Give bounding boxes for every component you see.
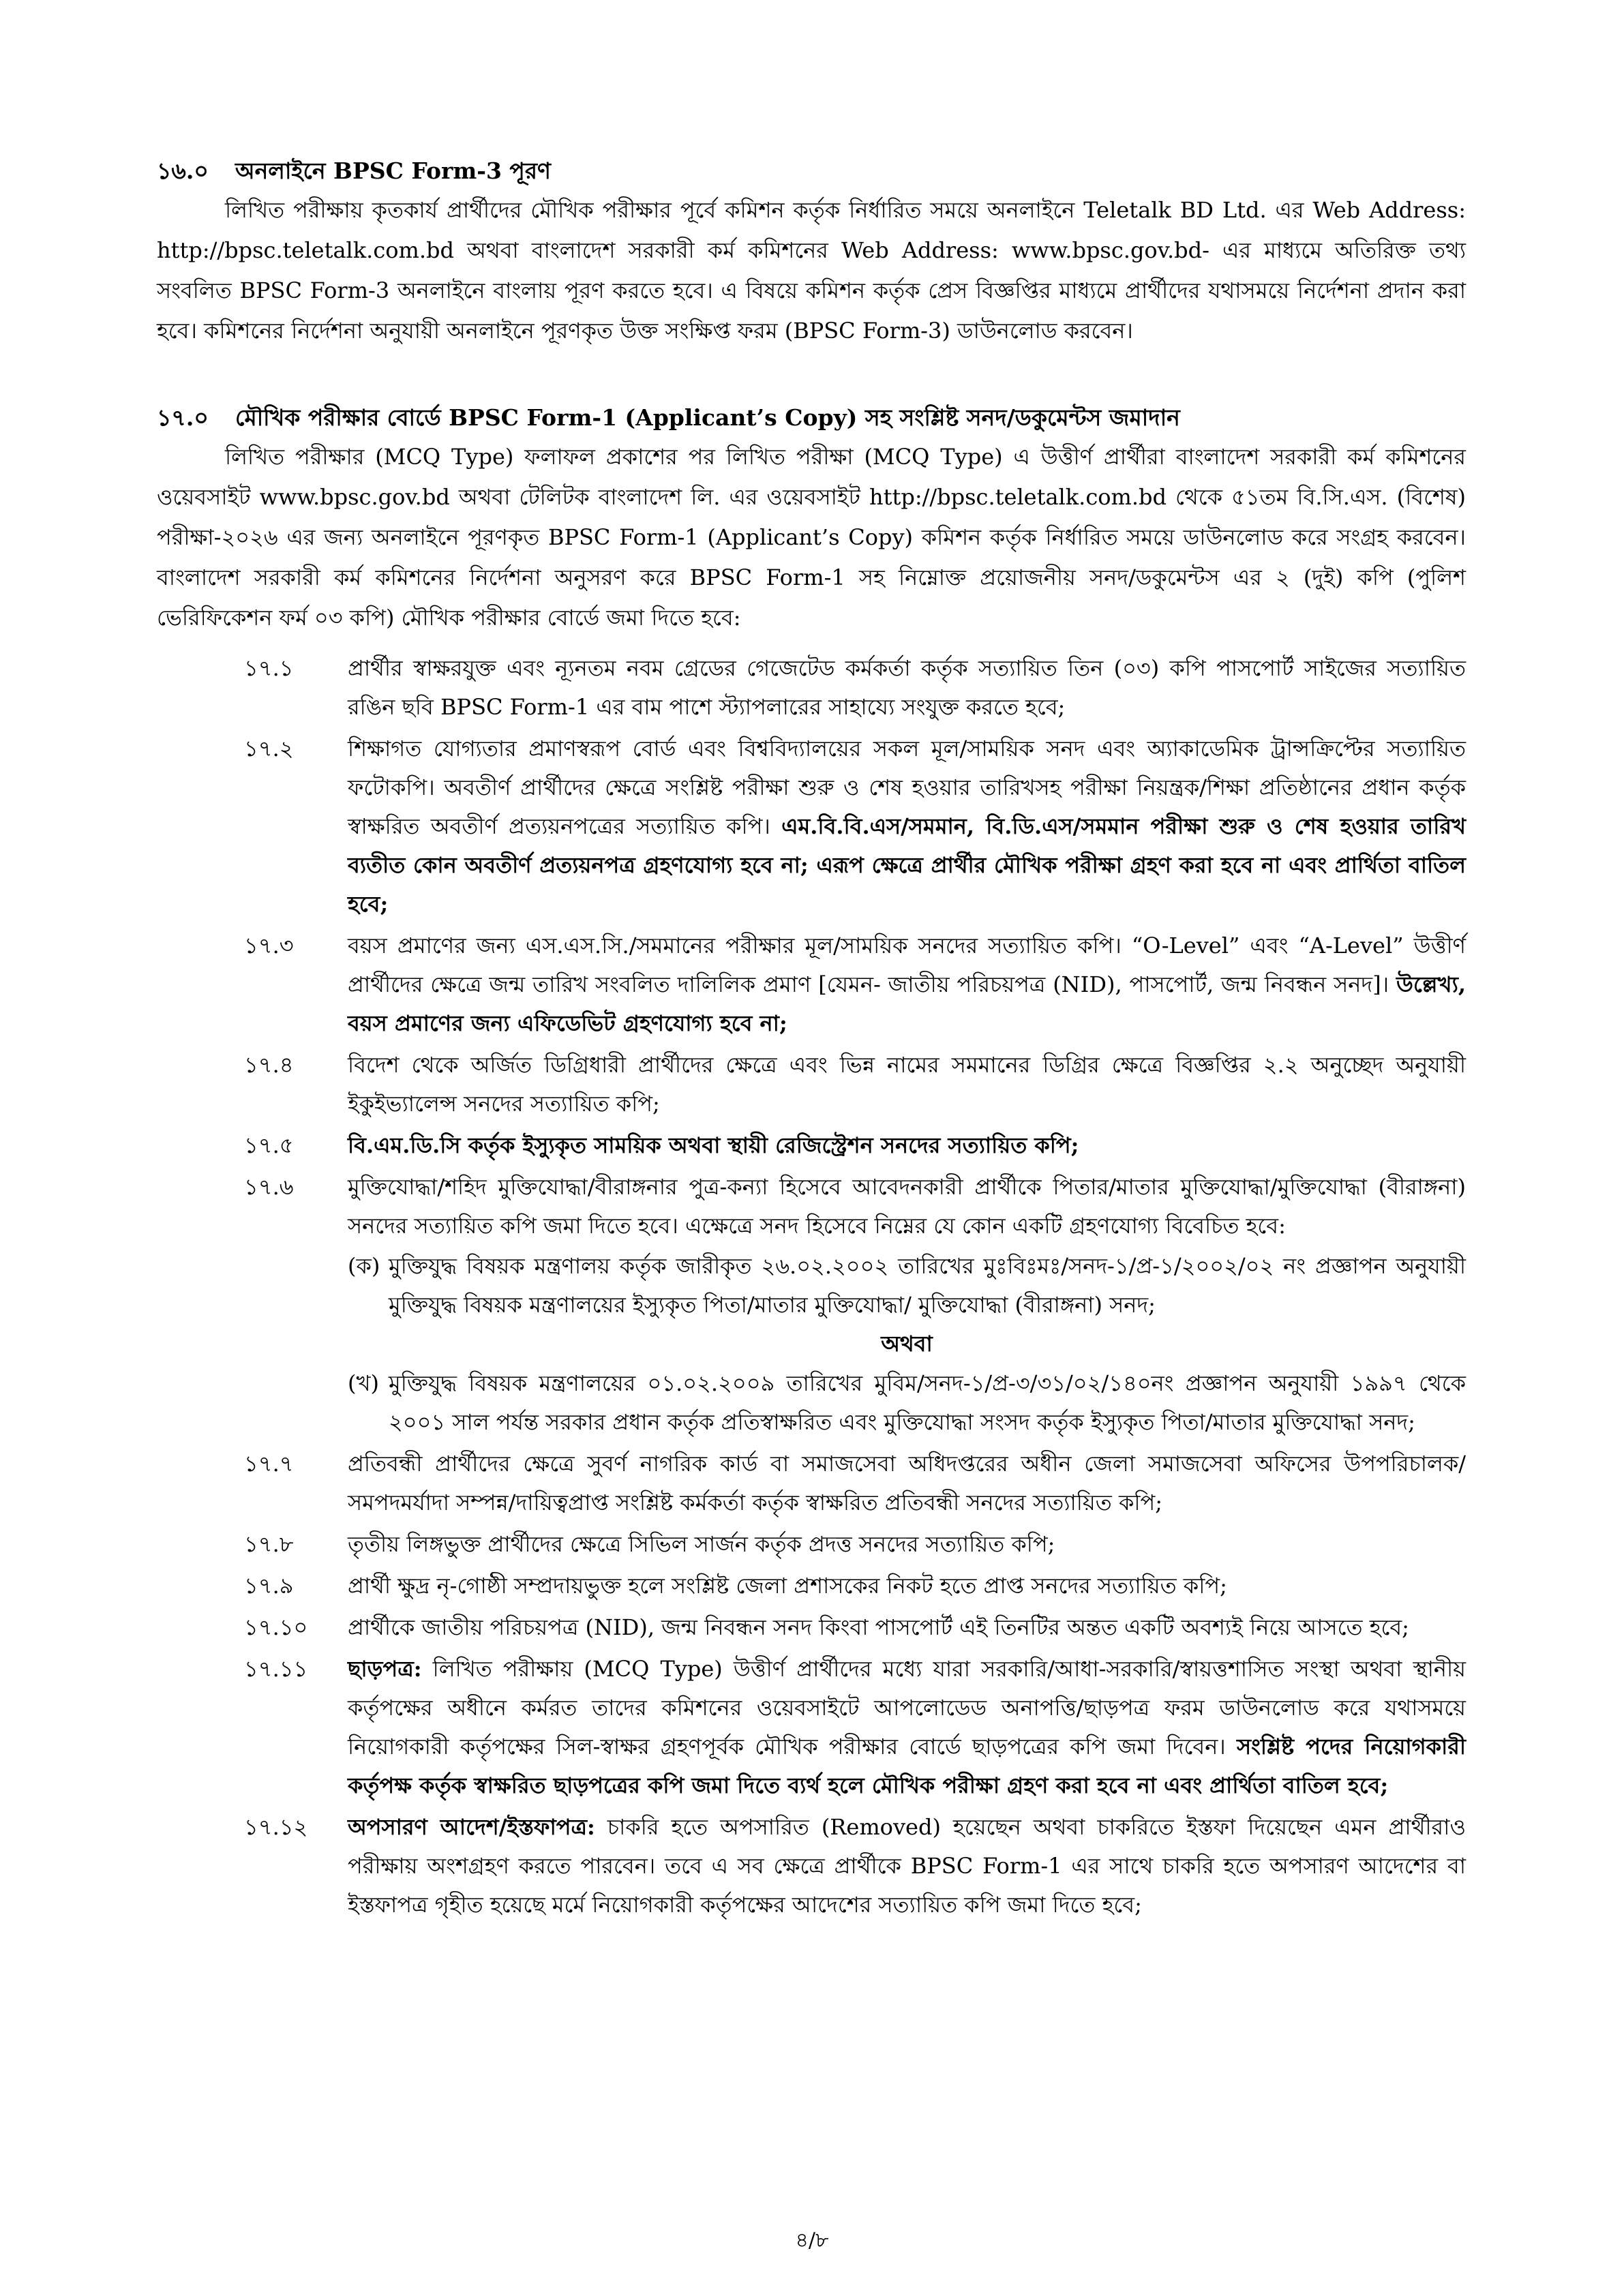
list-item [157, 1046, 1466, 1123]
list-item [157, 729, 1466, 924]
item-text: অপসারণ আদেশ/ইস্তফাপত্র: চাকরি হতে অপসারিত (Removed) হয়েছেন অথবা চাকরিতে ইস্তফা দিয়েছেন এমন প্রার্থীরাও পরীক্ষায় অংশগ্রহণ করতে পারবেন। তবে এ সব ক্ষেত্রে প্রার্থীকে BPSC Form-1 এর সাথে চাকরি হতে অপসারণ আদেশের বা ইস্তফাপত্র গৃহীত হয়েছে মর্মে নিয়োগকারী কর্তৃপক্ষের আদেশের সত্যায়িত কপি জমা দিতে হবে; [348, 1814, 1466, 1918]
list-item [157, 1126, 1466, 1165]
section-17-heading [157, 400, 1466, 436]
section-title: অনলাইনে BPSC Form-3 পূরণ [235, 157, 551, 184]
list-item [157, 1567, 1466, 1605]
item-text: বিদেশ থেকে অর্জিত ডিগ্রিধারী প্রার্থীদের ক্ষেত্রে এবং ভিন্ন নামের সমমানের ডিগ্রির ক্ষেত্রে বিজ্ঞপ্তির ২.২ অনুচ্ছেদ অনুযায়ী ইকুইভ্যালেন্স সনদের সত্যায়িত কপি; [348, 1052, 1466, 1117]
sub-item-label: (খ) [348, 1370, 379, 1396]
item-number: ১৭.১২ [244, 1814, 308, 1840]
item-bold-text: উল্লেখ্য, বয়স প্রমাণের জন্য এফিডেভিট গ্রহণযোগ্য হবে না; [348, 971, 1466, 1036]
item-number: ১৭.৮ [244, 1531, 294, 1557]
item-text: মুক্তিযোদ্ধা/শহিদ মুক্তিযোদ্ধা/বীরাঙ্গনার পুত্র-কন্যা হিসেবে আবেদনকারী প্রার্থীকে পিতার/মাতার মুক্তিযোদ্ধা/মুক্তিযোদ্ধা (বীরাঙ্গনা) সনদের সত্যায়িত কপি জমা দিতে হবে। এক্ষেত্রে সনদ হিসেবে নিম্নের যে কোন একটি গ্রহণযোগ্য বিবেচিত হবে: (ক) মুক্তিযুদ্ধ বিষয়ক মন্ত্রণালয় কর্তৃক জারীকৃত ২৬.০২.২০০২ তারিখের মুঃবিঃমঃ/সনদ-১/প্র-১/২০০২/০২ নং প্রজ্ঞাপন অনুযায়ী মুক্তিযুদ্ধ বিষয়ক মন্ত্রণালয়ের ইস্যুকৃত পিতা/মাতার মুক্তিযোদ্ধা/ মুক্তিযোদ্ধা (বীরাঙ্গনা) সনদ; অথবা (খ) মুক্তিযুদ্ধ বিষয়ক মন্ত্রণালয়ের ০১.০২.২০০৯ তারিখের মুবিম/সনদ-১/প্র-৩/৩১/০২/১৪০নং প্রজ্ঞাপন অনুযায়ী ১৯৯৭ থেকে ২০০১ সাল পর্যন্ত সরকার প্রধান কর্তৃক প্রতিস্বাক্ষরিত এবং মুক্তিযোদ্ধা সংসদ কর্তৃক ইস্যুকৃত পিতা/মাতার মুক্তিযোদ্ধা সনদ; [348, 1168, 1466, 1442]
section-number: ১৭.০ [157, 404, 209, 431]
item-number: ১৭.৫ [244, 1132, 294, 1158]
list-item [157, 1168, 1466, 1442]
section-17-body: লিখিত পরীক্ষার (MCQ Type) ফলাফল প্রকাশের পর লিখিত পরীক্ষা (MCQ Type) এ উত্তীর্ণ প্রার্থীরা বাংলাদেশ সরকারী কর্ম কমিশনের ওয়েবসাইট www.bpsc.gov.bd অথবা টেলিটক বাংলাদেশ লি. এর ওয়েবসাইট http://bpsc.teletalk.com.bd থেকে ৫১তম বি.সি.এস. (বিশেষ) পরীক্ষা-২০২৬ এর জন্য অনলাইনে পূরণকৃত BPSC Form-1 (Applicant’s Copy) কমিশন কর্তৃক নির্ধারিত সময়ে ডাউনলোড করে সংগ্রহ করবেন। বাংলাদেশ সরকারী কর্ম কমিশনের নির্দেশনা অনুসরণ করে BPSC Form-1 সহ নিম্নোক্ত প্রয়োজনীয় সনদ/ডকুমেন্টস এর ২ (দুই) কপি (পুলিশ ভেরিফিকেশন ফর্ম ০৩ কপি) মৌখিক পরীক্ষার বোর্ডে জমা দিতে হবে: [157, 444, 1466, 631]
item-number: ১৭.২ [244, 736, 294, 761]
item-lead: ছাড়পত্র: [348, 1656, 422, 1682]
item-number: ১৭.৯ [244, 1573, 294, 1599]
item-number: ১৭.৭ [244, 1451, 294, 1477]
item-text: প্রার্থীর স্বাক্ষরযুক্ত এবং ন্যূনতম নবম গ্রেডের গেজেটেড কর্মকর্তা কর্তৃক সত্যায়িত তিন (০৩) কপি পাসপোর্ট সাইজের সত্যায়িত রঙিন ছবি BPSC Form-1 এর বাম পাশে স্ট্যাপলারের সাহায্যে সংযুক্ত করতে হবে; [348, 655, 1466, 720]
item-text: ছাড়পত্র: লিখিত পরীক্ষায় (MCQ Type) উত্তীর্ণ প্রার্থীদের মধ্যে যারা সরকারি/আধা-সরকারি/স্বায়ত্তশাসিত সংস্থা অথবা স্থানীয় কর্তৃপক্ষের অধীনে কর্মরত তাদের কমিশনের ওয়েবসাইটে আপলোডেড অনাপত্তি/ছাড়পত্র ফরম ডাউনলোড করে যথাসময়ে নিয়োগকারী কর্তৃপক্ষের সিল-স্বাক্ষর গ্রহণপূর্বক মৌখিক পরীক্ষার বোর্ডে ছাড়পত্রের কপি জমা দিবেন। সংশ্লিষ্ট পদের নিয়োগকারী কর্তৃপক্ষ কর্তৃক স্বাক্ষরিত ছাড়পত্রের কপি জমা দিতে ব্যর্থ হলে মৌখিক পরীক্ষা গ্রহণ করা হবে না এবং প্রার্থিতা বাতিল হবে; [348, 1656, 1467, 1798]
list-item [157, 1445, 1466, 1522]
section-16-body: লিখিত পরীক্ষায় কৃতকার্য প্রার্থীদের মৌখিক পরীক্ষার পূর্বে কমিশন কর্তৃক নির্ধারিত সময়ে অনলাইনে Teletalk BD Ltd. এর Web Address: http://bpsc.teletalk.com.bd অথবা বাংলাদেশ সরকারী কর্ম কমিশনের Web Address: www.bpsc.gov.bd- এর মাধ্যমে অতিরিক্ত তথ্য সংবলিত BPSC Form-3 অনলাইনে বাংলায় পূরণ করতে হবে। এ বিষয়ে কমিশন কর্তৃক প্রেস বিজ্ঞপ্তির মাধ্যমে প্রার্থীদের যথাসময়ে নির্দেশনা প্রদান করা হবে। কমিশনের নির্দেশনা অনুযায়ী অনলাইনে পূরণকৃত উক্ত সংক্ষিপ্ত ফরম (BPSC Form-3) ডাউনলোড করবেন। [157, 197, 1466, 344]
list-item [157, 1650, 1466, 1805]
item-bold-text: বি.এম.ডি.সি কর্তৃক ইস্যুকৃত সাময়িক অথবা স্থায়ী রেজিস্ট্রেশন সনদের সত্যায়িত কপি; [348, 1132, 1079, 1158]
list-item [157, 649, 1466, 727]
sub-item-text: মুক্তিযুদ্ধ বিষয়ক মন্ত্রণালয়ের ০১.০২.২০০৯ তারিখের মুবিম/সনদ-১/প্র-৩/৩১/০২/১৪০নং প্রজ্ঞাপন অনুযায়ী ১৯৯৭ থেকে ২০০১ সাল পর্যন্ত সরকার প্রধান কর্তৃক প্রতিস্বাক্ষরিত এবং মুক্তিযোদ্ধা সংসদ কর্তৃক ইস্যুকৃত পিতা/মাতার মুক্তিযোদ্ধা সনদ; [389, 1370, 1466, 1435]
item-number: ১৭.১১ [244, 1656, 308, 1682]
item-number: ১৭.৬ [244, 1174, 294, 1200]
item-text: প্রতিবন্ধী প্রার্থীদের ক্ষেত্রে সুবর্ণ নাগরিক কার্ড বা সমাজসেবা অধিদপ্তরের অধীন জেলা সমাজসেবা অফিসের উপপরিচালক/সমপদমর্যাদা সম্পন্ন/দায়িত্বপ্রাপ্ত সংশ্লিষ্ট কর্মকর্তা কর্তৃক স্বাক্ষরিত প্রতিবন্ধী সনদের সত্যায়িত কপি; [348, 1451, 1466, 1515]
requirements-list [157, 649, 1466, 1924]
list-item [157, 1608, 1466, 1647]
section-16-heading [157, 153, 1466, 189]
list-item [157, 926, 1466, 1043]
item-text: বয়স প্রমাণের জন্য এস.এস.সি./সমমানের পরীক্ষার মূল/সাময়িক সনদের সত্যায়িত কপি। “O-Level” এবং “A-Level” উত্তীর্ণ প্রার্থীদের ক্ষেত্রে জন্ম তারিখ সংবলিত দালিলিক প্রমাণ [যেমন- জাতীয় পরিচয়পত্র (NID), পাসপোর্ট, জন্ম নিবন্ধন সনদ]। উল্লেখ্য, বয়স প্রমাণের জন্য এফিডেভিট গ্রহণযোগ্য হবে না; [348, 933, 1466, 1036]
item-text: শিক্ষাগত যোগ্যতার প্রমাণস্বরূপ বোর্ড এবং বিশ্ববিদ্যালয়ের সকল মূল/সাময়িক সনদ এবং অ্যাকাডেমিক ট্রান্সক্রিপ্টের সত্যায়িত ফটোকপি। অবতীর্ণ প্রার্থীদের ক্ষেত্রে সংশ্লিষ্ট পরীক্ষা শুরু ও শেষ হওয়ার তারিখসহ পরীক্ষা নিয়ন্ত্রক/শিক্ষা প্রতিষ্ঠানের প্রধান কর্তৃক স্বাক্ষরিত অবতীর্ণ প্রত্যয়নপত্রের সত্যায়িত কপি। এম.বি.বি.এস/সমমান, বি.ডি.এস/সমমান পরীক্ষা শুরু ও শেষ হওয়ার তারিখ ব্যতীত কোন অবতীর্ণ প্রত্যয়নপত্র গ্রহণযোগ্য হবে না; এরূপ ক্ষেত্রে প্রার্থীর মৌখিক পরীক্ষা গ্রহণ করা হবে না এবং প্রার্থিতা বাতিল হবে; [348, 736, 1466, 917]
list-item [157, 1808, 1466, 1924]
item-lead: অপসারণ আদেশ/ইস্তফাপত্র: [348, 1814, 595, 1840]
item-text: তৃতীয় লিঙ্গভুক্ত প্রার্থীদের ক্ষেত্রে সিভিল সার্জন কর্তৃক প্রদত্ত সনদের সত্যায়িত কপি; [348, 1531, 1055, 1557]
item-bold-text: সংশ্লিষ্ট পদের নিয়োগকারী কর্তৃপক্ষ কর্তৃক স্বাক্ষরিত ছাড়পত্রের কপি জমা দিতে ব্যর্থ হলে মৌখিক পরীক্ষা গ্রহণ করা হবে না এবং প্রার্থিতা বাতিল হবে; [348, 1734, 1467, 1798]
list-item [157, 1525, 1466, 1564]
section-number: ১৬.০ [157, 157, 209, 184]
or-separator: অথবা [881, 1331, 933, 1357]
section-title: মৌখিক পরীক্ষার বোর্ডে BPSC Form-1 (Applicant’s Copy) সহ সংশ্লিষ্ট সনদ/ডকুমেন্টস জমাদান [235, 404, 1180, 431]
item-text [348, 1126, 1466, 1165]
sub-item-text: মুক্তিযুদ্ধ বিষয়ক মন্ত্রণালয় কর্তৃক জারীকৃত ২৬.০২.২০০২ তারিখের মুঃবিঃমঃ/সনদ-১/প্র-১/২০০২/০২ নং প্রজ্ঞাপন অনুযায়ী মুক্তিযুদ্ধ বিষয়ক মন্ত্রণালয়ের ইস্যুকৃত পিতা/মাতার মুক্তিযোদ্ধা/ মুক্তিযোদ্ধা (বীরাঙ্গনা) সনদ; [389, 1253, 1466, 1318]
item-number: ১৭.৪ [244, 1052, 294, 1078]
document-page [157, 153, 1466, 1927]
page-number: ৪/৮ [795, 2229, 829, 2252]
item-number: ১৭.৩ [244, 933, 294, 958]
item-bold-text: এম.বি.বি.এস/সমমান, বি.ডি.এস/সমমান পরীক্ষা শুরু ও শেষ হওয়ার তারিখ ব্যতীত কোন অবতীর্ণ প্রত্যয়নপত্র গ্রহণযোগ্য হবে না; এরূপ ক্ষেত্রে প্রার্থীর মৌখিক পরীক্ষা গ্রহণ করা হবে না এবং প্রার্থিতা বাতিল হবে; [348, 813, 1466, 917]
sub-item-label: (ক) [348, 1253, 380, 1279]
item-number: ১৭.১ [244, 655, 294, 681]
item-number: ১৭.১০ [244, 1614, 308, 1640]
sub-item-kha [348, 1364, 1466, 1442]
sub-item-ka [348, 1247, 1466, 1325]
item-text: প্রার্থীকে জাতীয় পরিচয়পত্র (NID), জন্ম নিবন্ধন সনদ কিংবা পাসপোর্ট এই তিনটির অন্তত একটি অবশ্যই নিয়ে আসতে হবে; [348, 1614, 1409, 1640]
item-text: প্রার্থী ক্ষুদ্র নৃ-গোষ্ঠী সম্প্রদায়ভুক্ত হলে সংশ্লিষ্ট জেলা প্রশাসকের নিকট হতে প্রাপ্ত সনদের সত্যায়িত কপি; [348, 1573, 1227, 1599]
